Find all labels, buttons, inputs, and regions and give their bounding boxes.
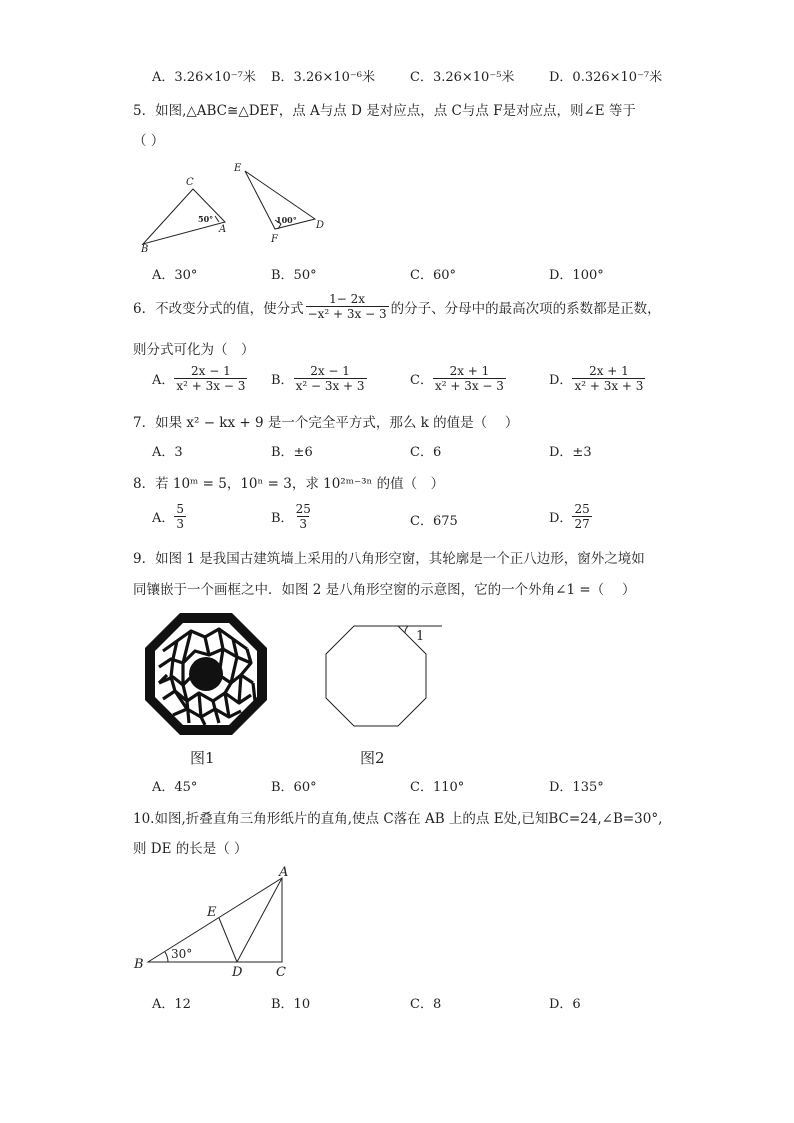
- q8-option-b: [271, 502, 313, 531]
- q5-option-b: B．50°: [271, 268, 317, 283]
- q9-option-d: D．135°: [549, 780, 604, 795]
- q5-option-d: D．100°: [549, 268, 604, 283]
- numerator: 25: [295, 502, 311, 516]
- q8-option-d: [549, 502, 592, 531]
- option-fraction: [433, 364, 506, 393]
- q6-stem-denominator: −x² + 3x − 3: [307, 307, 387, 321]
- numerator: 5: [176, 502, 185, 516]
- label-a: A: [219, 224, 227, 235]
- option-fraction: [294, 502, 313, 531]
- q6-option-a: [152, 364, 247, 393]
- option-fraction: [294, 364, 367, 393]
- q8-stem: 8．若 10ᵐ = 5，10ⁿ = 3，求 10²ᵐ⁻³ⁿ 的值（ ）: [133, 476, 445, 492]
- label-f: F: [271, 234, 278, 245]
- q10-option-b: B．10: [271, 997, 311, 1012]
- segment-ed: [219, 918, 237, 962]
- option-fraction: [174, 364, 247, 393]
- denominator: 27: [574, 517, 590, 531]
- q4-option-c: C．3.26×10⁻⁵米: [410, 70, 515, 85]
- q9-stem-line2: 同镶嵌于一个画框之中．如图 2 是八角形空窗的示意图，它的一个外角∠1 =（ ）: [133, 582, 636, 598]
- q10-stem-line2: 则 DE 的长是（ ）: [133, 841, 248, 857]
- q6-option-c: [410, 364, 506, 393]
- q10-option-a: A．12: [152, 997, 191, 1012]
- q10-stem-line1: 10.如图,折叠直角三角形纸片的直角,使点 C落在 AB 上的点 E处,已知BC=24,∠B=30°,: [133, 811, 663, 827]
- q10-option-d: D．6: [549, 997, 581, 1012]
- octagon-diagram-figure: [320, 618, 446, 734]
- q7-option-c: C．6: [410, 445, 442, 460]
- label-a: A: [279, 865, 289, 880]
- option-label: A．: [152, 511, 175, 526]
- label-d: D: [232, 965, 243, 979]
- denominator: x² + 3x + 3: [574, 379, 644, 393]
- label-b: B: [141, 244, 149, 254]
- label-b: B: [134, 957, 144, 972]
- q7-option-a: A．3: [152, 445, 183, 460]
- angle-a-label: 50°: [198, 214, 214, 224]
- option-fraction: [572, 364, 645, 393]
- option-label: C．: [410, 373, 433, 388]
- q5-option-c: C．60°: [410, 268, 456, 283]
- q6-option-d: [549, 364, 645, 393]
- q7-stem: 7．如果 x² − kx + 9 是一个完全平方式，那么 k 的值是（ ）: [133, 415, 519, 431]
- denominator: 3: [299, 517, 308, 531]
- q8-option-c: [410, 510, 458, 529]
- angle-1-arc: [405, 626, 408, 633]
- q6-stem-numerator: 1− 2x: [329, 292, 366, 306]
- q6-stem: [133, 292, 661, 321]
- option-label: B．: [271, 373, 294, 388]
- denominator: 3: [176, 517, 185, 531]
- folded-triangle-figure: [130, 864, 300, 979]
- q9-option-b: B．60°: [271, 780, 317, 795]
- option-label: A．: [152, 373, 175, 388]
- q4-option-b: B．3.26×10⁻⁶米: [271, 70, 376, 85]
- numerator: 2x + 1: [589, 364, 629, 378]
- label-e: E: [207, 905, 217, 920]
- q5-option-a: A．30°: [152, 268, 198, 283]
- option-label: D．: [549, 511, 573, 526]
- numerator: 2x − 1: [310, 364, 350, 378]
- numerator: 2x − 1: [191, 364, 231, 378]
- q4-option-a: A．3.26×10⁻⁷米: [152, 70, 256, 85]
- octagon-window-figure: [143, 611, 269, 737]
- q9-stem-line1: 9．如图 1 是我国古建筑墙上采用的八角形空窗，其轮廓是一个正八边形，窗外之境如: [133, 551, 645, 567]
- label-d: D: [316, 220, 325, 231]
- q9-option-a: A．45°: [152, 780, 198, 795]
- option-value: 675: [432, 514, 458, 529]
- q5-paren: （ ）: [133, 133, 165, 149]
- q5-triangle-figure: [135, 158, 335, 254]
- label-c: C: [186, 177, 194, 188]
- option-label: B．: [271, 511, 294, 526]
- fig2-caption: 图2: [360, 749, 385, 767]
- numerator: 25: [574, 502, 590, 516]
- q4-option-d: D．0.326×10⁻⁷米: [549, 70, 663, 85]
- q7-option-d: D．±3: [549, 445, 592, 460]
- segment-ad: [237, 878, 282, 962]
- option-fraction: [174, 502, 186, 531]
- q6-option-b: [271, 364, 367, 393]
- denominator: x² − 3x + 3: [295, 379, 365, 393]
- q6-stem-fraction: [306, 292, 389, 321]
- option-fraction: [572, 502, 591, 531]
- denominator: x² + 3x − 3: [176, 379, 246, 393]
- q6-stem-post: 的分子、分母中的最高次项的系数都是正数，: [390, 300, 661, 317]
- q6-stem-pre: 6．不改变分式的值，使分式: [133, 300, 304, 317]
- q10-option-c: C．8: [410, 997, 442, 1012]
- q7-option-b: B．±6: [271, 445, 313, 460]
- q9-option-c: C．110°: [410, 780, 465, 795]
- option-label: C．: [410, 514, 433, 529]
- triangle-abc: [148, 878, 282, 962]
- option-label: D．: [549, 373, 573, 388]
- angle-f-label: 100°: [276, 215, 297, 225]
- octagon-outline: [326, 626, 426, 726]
- angle-b-arc: [165, 952, 168, 962]
- q8-option-a: [152, 502, 186, 531]
- denominator: x² + 3x − 3: [434, 379, 504, 393]
- label-c: C: [276, 965, 286, 979]
- q6-stem-line2: 则分式可化为（ ）: [133, 342, 255, 358]
- fig1-caption: 图1: [190, 749, 215, 767]
- q5-stem: 5．如图,△ABC≅△DEF，点 A与点 D 是对应点，点 C与点 F是对应点，则∠E 等于: [133, 103, 636, 119]
- label-e: E: [234, 163, 242, 174]
- numerator: 2x + 1: [449, 364, 490, 378]
- angle-1-label: 1: [416, 629, 425, 644]
- angle-b-label: 30°: [171, 947, 193, 961]
